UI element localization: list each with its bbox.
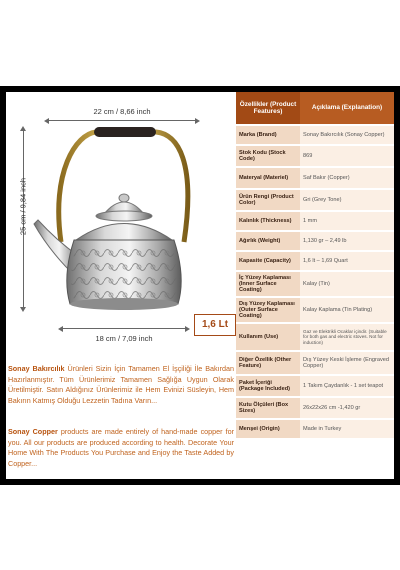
table-row xyxy=(236,145,394,167)
spec-value: 1,6 lt – 1,69 Quart xyxy=(300,251,394,271)
spec-label: Kalınlık (Thickness) xyxy=(236,211,300,231)
spec-value: 869 xyxy=(300,145,394,167)
spec-label: Kutu Ölçüleri (Box Sizes) xyxy=(236,397,300,419)
table-row xyxy=(236,375,394,397)
arrow-right-icon xyxy=(185,326,190,332)
spec-value: Sonay Bakırcılık (Sonay Copper) xyxy=(300,125,394,145)
base-dimension-line xyxy=(62,328,186,329)
height-dimension-label: 25 cm / 9,84 inch xyxy=(18,177,28,236)
spec-label: Kapasite (Capacity) xyxy=(236,251,300,271)
spec-label: İç Yüzey Kaplaması (Inner Surface Coating) xyxy=(236,271,300,297)
table-row xyxy=(236,211,394,231)
table-row xyxy=(236,125,394,145)
spec-value: Kalay Kaplama (Tin Plating) xyxy=(300,297,394,323)
brand-name-tr: Sonay Bakırcılık xyxy=(8,364,65,373)
spec-value: Saf Bakır (Copper) xyxy=(300,167,394,189)
table-row xyxy=(236,323,394,351)
specs-table-area xyxy=(236,92,394,479)
description-english xyxy=(8,427,234,469)
description-tr-text: Ürünleri Sizin İçin Tamamen El İşçiliği İle Bakırdan Hazırlanmıştır. Tüm Ürünlerimiz Tamamen Sağlığa Uygun Olarak Üretilmiştir. Satın Aldığınız Ürünlerimiz ile Hem Evinizi Süsleyin, Hem Bakırın Katmış Olduğu Lezzetin Tadına Varın... xyxy=(8,364,235,405)
width-dimension-label: 22 cm / 8,66 inch xyxy=(93,107,151,116)
table-row xyxy=(236,167,394,189)
spec-label: Materyal (Materiel) xyxy=(236,167,300,189)
spec-label: Paket İçeriği (Package Included) xyxy=(236,375,300,397)
spec-value: 1 Takım Çaydanlık - 1 set teapot xyxy=(300,375,394,397)
brand-name-en: Sonay Copper xyxy=(8,427,58,436)
spec-label: Ürün Rengi (Product Color) xyxy=(236,189,300,211)
spec-label: Stok Kodu (Stock Code) xyxy=(236,145,300,167)
product-panel xyxy=(6,92,394,479)
product-frame xyxy=(0,86,400,485)
table-row xyxy=(236,419,394,439)
spec-label: Marka (Brand) xyxy=(236,125,300,145)
header-explanation: Açıklama (Explanation) xyxy=(300,92,394,125)
spec-label: Diğer Özellik (Other Feature) xyxy=(236,351,300,375)
header-features: Özellikler (Product Features) xyxy=(236,92,300,125)
spec-value: Made in Turkey xyxy=(300,419,394,439)
table-row xyxy=(236,251,394,271)
table-row xyxy=(236,189,394,211)
spec-label: Menşei (Origin) xyxy=(236,419,300,439)
handle-grip xyxy=(94,127,156,137)
spec-value: 26x22x26 cm -1,420 gr xyxy=(300,397,394,419)
specs-table xyxy=(236,92,394,440)
teapot-image xyxy=(6,92,236,332)
spec-label: Kullanım (Use) xyxy=(236,323,300,351)
volume-badge: 1,6 Lt xyxy=(194,314,236,336)
table-row xyxy=(236,231,394,251)
spec-label: Dış Yüzey Kaplaması (Outer Surface Coating) xyxy=(236,297,300,323)
table-row xyxy=(236,351,394,375)
specs-header-row xyxy=(236,92,394,125)
description-turkish xyxy=(8,364,234,406)
base-dimension-label: 18 cm / 7,09 inch xyxy=(95,334,153,343)
spec-value: 1,130 gr – 2,49 lb xyxy=(300,231,394,251)
spec-value: Gaz ve Elektrikli Ocaklar içindir. (Suitable for both gas and electric stoves. Not for induction) xyxy=(300,323,394,351)
description-en-text: products are made entirely of hand-made copper for you. All our products are produced according to health. Decorate Your Home With The Products You Purchase and Enjoy the Taste Added by Copper... xyxy=(8,427,235,468)
arrow-left-icon xyxy=(58,326,63,332)
table-row xyxy=(236,297,394,323)
spec-value: Dış Yüzey Keski İşleme (Engraved Copper) xyxy=(300,351,394,375)
table-row xyxy=(236,397,394,419)
spec-label: Ağırlık (Weight) xyxy=(236,231,300,251)
spec-value: Kalay (Tin) xyxy=(300,271,394,297)
spec-value: 1 mm xyxy=(300,211,394,231)
product-image-area xyxy=(6,92,236,479)
table-row xyxy=(236,271,394,297)
spec-value: Gri (Grey Tone) xyxy=(300,189,394,211)
